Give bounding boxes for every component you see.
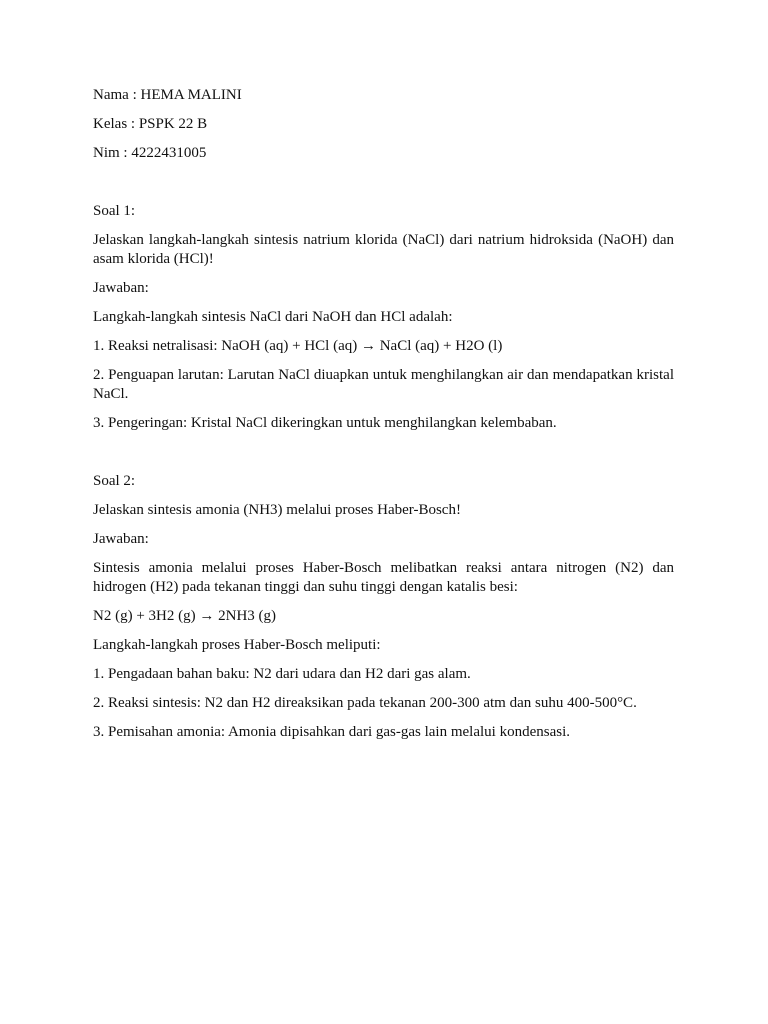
soal1-intro: Langkah-langkah sintesis NaCl dari NaOH dan HCl adalah:	[93, 309, 453, 325]
soal2-steps-intro: Langkah-langkah proses Haber-Bosch meliputi:	[93, 637, 381, 653]
student-class: Kelas : PSPK 22 B	[93, 116, 208, 132]
soal2-title: Soal 2:	[93, 473, 136, 489]
soal1-step-1: 1. Reaksi netralisasi: NaOH (aq) + HCl (aq) → NaCl (aq) + H2O (l)	[93, 338, 503, 354]
soal2-step-3: 3. Pemisahan amonia: Amonia dipisahkan dari gas-gas lain melalui kondensasi.	[93, 724, 570, 740]
student-name: Nama : HEMA MALINI	[93, 87, 242, 103]
section-spacer	[93, 173, 674, 202]
soal1-question: Jelaskan langkah-langkah sintesis natrium klorida (NaCl) dari natrium hidroksida (NaOH) dan asam klorida (HCl)!	[93, 232, 674, 267]
document-page	[93, 86, 674, 752]
soal2-step-1: 1. Pengadaan bahan baku: N2 dari udara dan H2 dari gas alam.	[93, 666, 471, 682]
soal1-answer-label: Jawaban:	[93, 280, 149, 296]
soal2-equation: N2 (g) + 3H2 (g) → 2NH3 (g)	[93, 608, 277, 624]
soal2-step-2: 2. Reaksi sintesis: N2 dan H2 direaksikan pada tekanan 200-300 atm dan suhu 400-500°C.	[93, 695, 637, 711]
soal2-question: Jelaskan sintesis amonia (NH3) melalui proses Haber-Bosch!	[93, 502, 461, 518]
student-id: Nim : 4222431005	[93, 145, 207, 161]
section-spacer	[93, 443, 674, 472]
soal1-step-3: 3. Pengeringan: Kristal NaCl dikeringkan untuk menghilangkan kelembaban.	[93, 415, 557, 431]
soal2-answer-label: Jawaban:	[93, 531, 149, 547]
soal2-explanation: Sintesis amonia melalui proses Haber-Bosch melibatkan reaksi antara nitrogen (N2) dan hidrogen (H2) pada tekanan tinggi dan suhu tinggi dengan katalis besi:	[93, 560, 674, 595]
soal1-step-2: 2. Penguapan larutan: Larutan NaCl diuapkan untuk menghilangkan air dan mendapatkan kristal NaCl.	[93, 367, 674, 402]
soal1-title: Soal 1:	[93, 203, 136, 219]
